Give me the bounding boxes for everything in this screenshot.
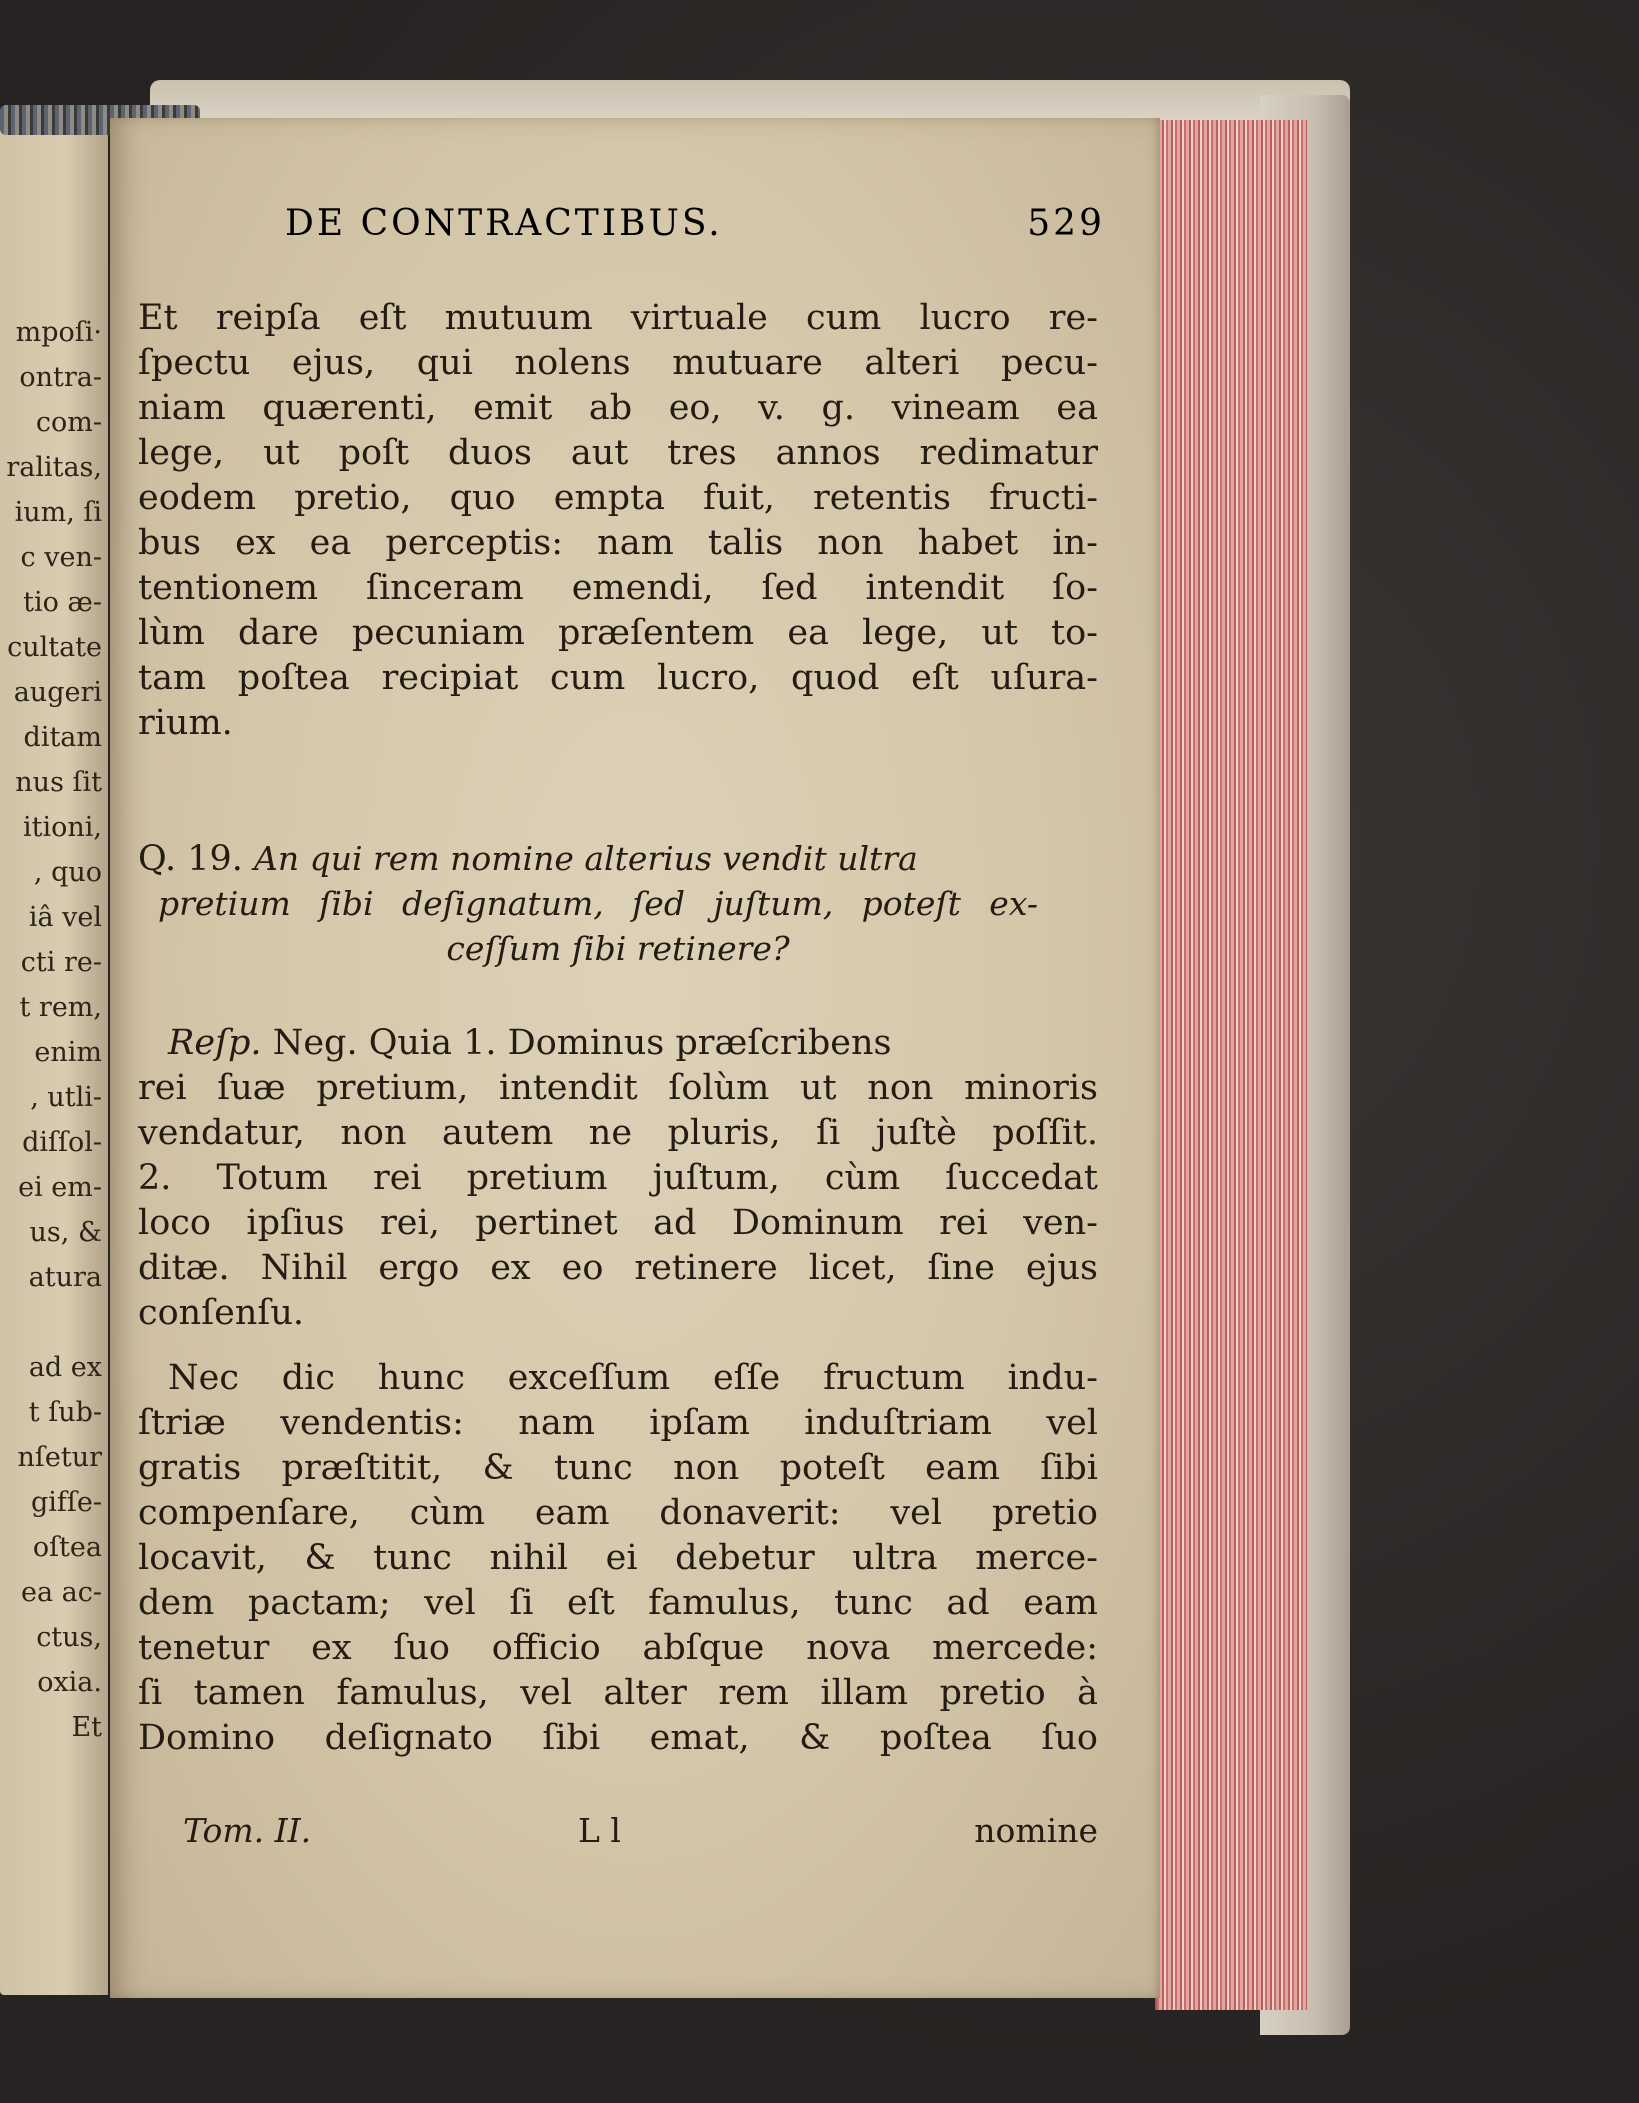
text-line: loco ipſius rei, pertinet ad Dominum rei ven- xyxy=(138,1203,1098,1243)
left-page-line: , utli- xyxy=(30,1082,102,1113)
left-page-line: enim xyxy=(34,1037,102,1068)
response-label: Reſp. xyxy=(168,1023,262,1063)
left-page-line: nus ſit xyxy=(15,767,102,798)
question-line: ceſſum ſibi retinere? xyxy=(446,929,790,968)
page-footer xyxy=(138,1811,1098,1859)
left-page-line: ontra- xyxy=(19,362,102,393)
text-line: Nec dic hunc exceſſum eſſe fructum indu- xyxy=(168,1358,1098,1398)
left-page-line: cultate xyxy=(7,632,102,663)
text-line: Domino deſignato ſibi emat, & poſtea ſuo xyxy=(138,1718,1098,1758)
text-line: conſenſu. xyxy=(138,1293,305,1333)
red-page-edges xyxy=(1155,120,1307,2010)
response-first-line xyxy=(138,1021,1098,1066)
left-page-line: oxia. xyxy=(37,1667,102,1698)
left-page-line: ditam xyxy=(23,722,102,753)
left-page-line: augeri xyxy=(13,677,102,708)
left-page-line: t ſub- xyxy=(28,1397,102,1428)
volume-mark: Tom. II. xyxy=(183,1811,312,1850)
question-line xyxy=(138,836,1098,882)
left-page-line: mpoſi· xyxy=(15,317,102,348)
left-page-line: tio æ- xyxy=(23,587,102,618)
question-number: Q. 19. xyxy=(138,839,243,879)
text-line: tam poſtea recipiat cum lucro, quod eſt uſura- xyxy=(138,658,1098,698)
text-line: tentionem ſinceram emendi, ſed intendit ſo- xyxy=(138,568,1098,608)
question-line: pretium ſibi deſignatum, ſed juſtum, poteſt ex- xyxy=(158,884,1038,923)
left-page-line: ei em- xyxy=(18,1172,102,1203)
text-line: gratis præſtitit, & tunc non poteſt eam ſibi xyxy=(138,1448,1098,1488)
text-line: ſtriæ vendentis: nam ipſam induſtriam vel xyxy=(138,1403,1098,1443)
left-page-line: nſetur xyxy=(17,1442,102,1473)
text-line: bus ex ea perceptis: nam talis non habet in- xyxy=(138,523,1098,563)
left-page-line: ad ex xyxy=(28,1352,102,1383)
text-line: compenſare, cùm eam donaverit: vel pretio xyxy=(138,1493,1098,1533)
text-line: lege, ut poſt duos aut tres annos redimatur xyxy=(138,433,1098,473)
text-line: locavit, & tunc nihil ei debetur ultra merce- xyxy=(138,1538,1098,1578)
left-page-line: atura xyxy=(28,1262,102,1293)
text-line: vendatur, non autem ne pluris, ſi juſtè poſſit. xyxy=(138,1113,1098,1153)
running-title: DE CONTRACTIBUS. xyxy=(285,203,723,244)
text-line: niam quærenti, emit ab eo, v. g. vineam ea xyxy=(138,388,1098,428)
left-page-line: ium, ſi xyxy=(14,497,102,528)
text-line: ditæ. Nihil ergo ex eo retinere licet, ſine ejus xyxy=(138,1248,1098,1288)
left-page-line: Et xyxy=(71,1712,102,1743)
left-page-line: itioni, xyxy=(23,812,102,843)
running-header xyxy=(285,203,1105,263)
text-line: ſi tamen famulus, vel alter rem illam pretio à xyxy=(138,1673,1098,1713)
left-page-line: ralitas, xyxy=(6,452,102,483)
left-page-line: , quo xyxy=(33,857,102,888)
left-page-line: cti re- xyxy=(20,947,102,978)
catchword: nomine xyxy=(974,1811,1098,1850)
page-number: 529 xyxy=(1027,203,1105,244)
response-text: Neg. Quia 1. Dominus præſcribens xyxy=(272,1023,892,1063)
left-page-line: ctus, xyxy=(36,1622,102,1653)
left-page-line: gifſe- xyxy=(30,1487,102,1518)
right-page xyxy=(110,118,1160,1998)
left-page-text xyxy=(2,310,102,1750)
text-line: ſpectu ejus, qui nolens mutuare alteri pecu- xyxy=(138,343,1098,383)
left-page-line: iâ vel xyxy=(28,902,102,933)
text-line: rium. xyxy=(138,703,233,743)
left-page-line: t rem, xyxy=(19,992,102,1023)
left-facing-page xyxy=(0,115,108,1995)
left-page-line xyxy=(2,1300,102,1345)
text-line: 2. Totum rei pretium juſtum, cùm ſuccedat xyxy=(138,1158,1098,1198)
left-page-line: diſſol- xyxy=(22,1127,102,1158)
text-line: rei ſuæ pretium, intendit ſolùm ut non minoris xyxy=(138,1068,1098,1108)
left-page-line: ea ac- xyxy=(21,1577,102,1608)
text-line: Et reipſa eſt mutuum virtuale cum lucro re- xyxy=(138,298,1098,338)
left-page-line: com- xyxy=(35,407,102,438)
left-page-line: us, & xyxy=(29,1217,102,1248)
text-line: eodem pretio, quo empta fuit, retentis fructi- xyxy=(138,478,1098,518)
left-page-line: c ven- xyxy=(20,542,102,573)
signature-mark: L l xyxy=(578,1811,621,1850)
text-line: dem pactam; vel ſi eſt famulus, tunc ad eam xyxy=(138,1583,1098,1623)
left-page-line: oſtea xyxy=(32,1532,102,1563)
question-text: An qui rem nomine alterius vendit ultra xyxy=(254,839,918,878)
text-line: tenetur ex ſuo officio abſque nova mercede: xyxy=(138,1628,1098,1668)
text-line: lùm dare pecuniam præſentem ea lege, ut to- xyxy=(138,613,1098,653)
